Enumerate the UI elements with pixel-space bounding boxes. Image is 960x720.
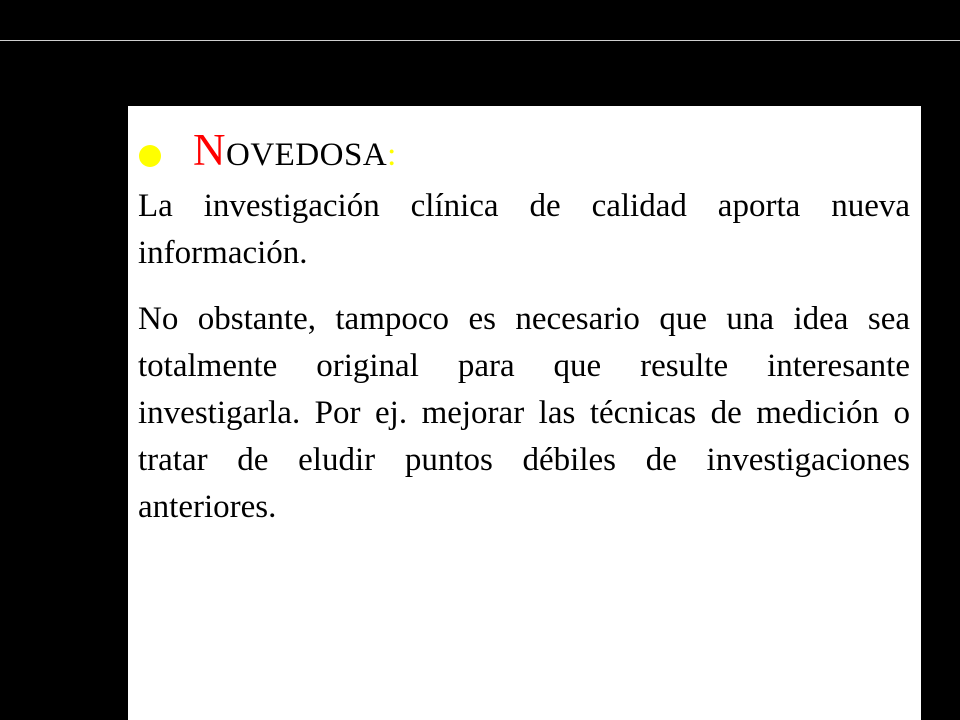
heading bbox=[193, 124, 397, 176]
heading-colon: : bbox=[387, 137, 397, 173]
heading-row bbox=[138, 124, 910, 175]
heading-rest: OVEDOSA bbox=[226, 137, 388, 173]
heading-initial: N bbox=[193, 125, 226, 175]
text-area bbox=[138, 124, 910, 531]
paragraph-intro: La investigación clínica de calidad aporta nueva información. bbox=[138, 188, 910, 271]
content-panel bbox=[128, 106, 921, 720]
paragraph-detail: No obstante, tampoco es necesario que una idea sea totalmente original para que resulte interesante investigarla. Por ej. mejorar las técnicas de medición o tratar de eludir puntos débiles de investigaciones anteriores. bbox=[138, 301, 910, 525]
yellow-bullet-icon bbox=[139, 145, 161, 167]
top-rule-divider bbox=[0, 40, 960, 41]
